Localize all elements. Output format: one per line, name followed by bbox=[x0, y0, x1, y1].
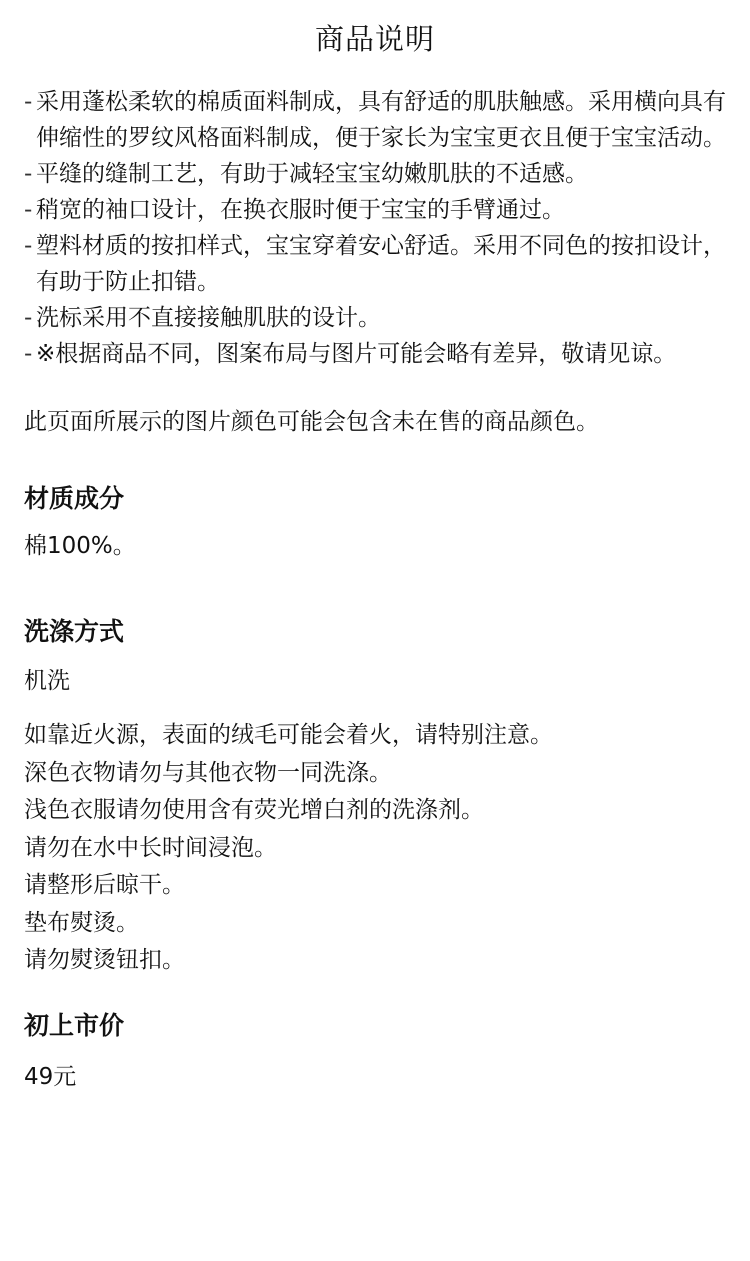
price-heading: 初上市价 bbox=[24, 1010, 125, 1040]
care-line: 垫布熨烫。 bbox=[24, 909, 139, 936]
page-title: 商品说明 bbox=[314, 22, 435, 56]
care-line: 请整形后晾干。 bbox=[24, 872, 185, 898]
material-heading: 材质成分 bbox=[24, 484, 125, 513]
care-line: 深色衣物请勿与其他衣物一同洗涤。 bbox=[24, 759, 392, 786]
bullet-mark: - bbox=[24, 89, 33, 115]
bullet-mark: - bbox=[24, 305, 33, 331]
description-text: 采用蓬松柔软的棉质面料制成，具有舒适的肌肤触感。采用横向具有伸缩性的罗纹风格面料制成，便于家长为宝宝更衣且便于宝宝活动。 bbox=[36, 89, 726, 151]
care-line: 请勿在水中长时间浸泡。 bbox=[24, 834, 277, 861]
price-value: 49元 bbox=[24, 1063, 77, 1090]
description-item bbox=[24, 84, 726, 156]
material-value: 棉100%。 bbox=[24, 533, 136, 559]
description-item bbox=[24, 156, 726, 192]
washing-method: 机洗 bbox=[24, 668, 70, 694]
care-line: 请勿熨烫钮扣。 bbox=[24, 947, 185, 973]
care-line: 浅色衣服请勿使用含有荧光增白剂的洗涤剂。 bbox=[24, 797, 484, 823]
description-item bbox=[24, 228, 726, 300]
description-text: 稍宽的袖口设计，在换衣服时便于宝宝的手臂通过。 bbox=[36, 197, 565, 223]
bullet-mark: - bbox=[24, 233, 33, 259]
bullet-mark: - bbox=[24, 341, 33, 367]
washing-heading: 洗涤方式 bbox=[24, 617, 125, 646]
description-list bbox=[24, 84, 726, 372]
bullet-mark: - bbox=[24, 197, 33, 223]
description-item bbox=[24, 300, 726, 336]
color-note: 此页面所展示的图片颜色可能会包含未在售的商品颜色。 bbox=[24, 409, 599, 435]
description-item bbox=[24, 336, 726, 372]
description-text: 洗标采用不直接接触肌肤的设计。 bbox=[36, 305, 381, 331]
care-line: 如靠近火源，表面的绒毛可能会着火，请特别注意。 bbox=[24, 722, 553, 748]
description-item bbox=[24, 192, 726, 228]
care-instructions bbox=[24, 717, 726, 980]
description-text: 塑料材质的按扣样式，宝宝穿着安心舒适。采用不同色的按扣设计，有助于防止扣错。 bbox=[36, 233, 726, 295]
description-text: ※根据商品不同，图案布局与图片可能会略有差异，敬请见谅。 bbox=[36, 341, 677, 367]
description-text: 平缝的缝制工艺，有助于减轻宝宝幼嫩肌肤的不适感。 bbox=[36, 161, 588, 187]
bullet-mark: - bbox=[24, 161, 33, 187]
